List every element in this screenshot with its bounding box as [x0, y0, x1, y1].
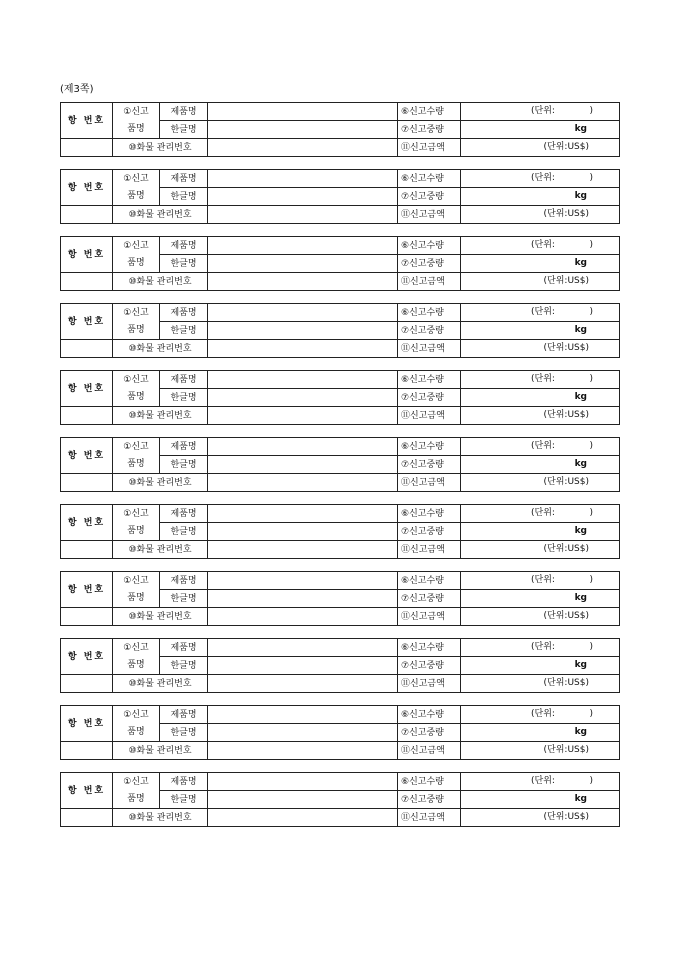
quantity-unit-close: ) — [589, 441, 593, 451]
item-block — [60, 638, 620, 693]
quantity-unit-close: ) — [589, 575, 593, 585]
product-name-label: 제품명 — [160, 371, 208, 389]
product-name-field[interactable] — [208, 572, 398, 590]
declared-item-label: ①신고 — [113, 572, 160, 590]
page-number-label: (제3쪽) — [60, 84, 94, 95]
amount-unit-usd: (단위:US$) — [543, 477, 589, 487]
hang-number-field[interactable] — [61, 742, 113, 760]
cargo-management-number-label: ⑩화물 관리번호 — [113, 340, 208, 358]
hang-number-field[interactable] — [61, 675, 113, 693]
item-block — [60, 772, 620, 827]
declared-quantity-field[interactable] — [461, 706, 620, 724]
declared-amount-label: ⑪신고금액 — [398, 206, 461, 224]
quantity-unit-close: ) — [589, 508, 593, 518]
cargo-management-number-label: ⑩화물 관리번호 — [113, 139, 208, 157]
declared-amount-label: ⑪신고금액 — [398, 608, 461, 626]
declared-amount-field[interactable] — [461, 206, 620, 224]
quantity-unit-open: (단위: — [531, 240, 555, 250]
declared-amount-field[interactable] — [461, 474, 620, 492]
declared-weight-field[interactable] — [461, 791, 620, 809]
cargo-management-number-field[interactable] — [208, 206, 398, 224]
cargo-management-number-label: ⑩화물 관리번호 — [113, 206, 208, 224]
declared-weight-label: ⑦신고중량 — [398, 255, 461, 273]
product-name-field[interactable] — [208, 505, 398, 523]
cargo-management-number-field[interactable] — [208, 675, 398, 693]
declared-weight-label: ⑦신고중량 — [398, 188, 461, 206]
cargo-management-number-field[interactable] — [208, 809, 398, 827]
declared-quantity-field[interactable] — [461, 237, 620, 255]
item-block — [60, 571, 620, 626]
item-block — [60, 437, 620, 492]
declared-item-label: ①신고 — [113, 438, 160, 456]
product-name-label: 제품명 — [160, 304, 208, 322]
hang-number-label: 항 번호 — [61, 170, 113, 206]
declared-amount-field[interactable] — [461, 139, 620, 157]
hang-number-field[interactable] — [61, 541, 113, 559]
product-name-field[interactable] — [208, 304, 398, 322]
declared-amount-field[interactable] — [461, 407, 620, 425]
product-name-label: 제품명 — [160, 572, 208, 590]
hang-number-label: 항 번호 — [61, 505, 113, 541]
product-name-label: 제품명 — [160, 438, 208, 456]
quantity-unit-open: (단위: — [531, 441, 555, 451]
declared-weight-label: ⑦신고중량 — [398, 456, 461, 474]
korean-name-label: 한글명 — [160, 456, 208, 474]
korean-name-field[interactable] — [208, 322, 398, 340]
quantity-unit-close: ) — [589, 709, 593, 719]
product-name-field[interactable] — [208, 103, 398, 121]
hang-number-label: 항 번호 — [61, 572, 113, 608]
amount-unit-usd: (단위:US$) — [543, 812, 589, 822]
hang-number-field[interactable] — [61, 474, 113, 492]
weight-unit-kg: kg — [574, 459, 587, 469]
declared-item-label: ①신고 — [113, 773, 160, 791]
declared-amount-label: ⑪신고금액 — [398, 139, 461, 157]
declared-quantity-label: ⑥신고수량 — [398, 505, 461, 523]
korean-name-label: 한글명 — [160, 523, 208, 541]
declared-quantity-field[interactable] — [461, 639, 620, 657]
product-name-label: 제품명 — [160, 706, 208, 724]
cargo-management-number-field[interactable] — [208, 474, 398, 492]
quantity-unit-open: (단위: — [531, 508, 555, 518]
cargo-management-number-label: ⑩화물 관리번호 — [113, 273, 208, 291]
declared-weight-field[interactable] — [461, 657, 620, 675]
hang-number-field[interactable] — [61, 139, 113, 157]
amount-unit-usd: (단위:US$) — [543, 544, 589, 554]
declared-weight-field[interactable] — [461, 121, 620, 139]
declared-quantity-field[interactable] — [461, 103, 620, 121]
cargo-management-number-label: ⑩화물 관리번호 — [113, 407, 208, 425]
amount-unit-usd: (단위:US$) — [543, 142, 589, 152]
quantity-unit-close: ) — [589, 173, 593, 183]
korean-name-field[interactable] — [208, 724, 398, 742]
item-block — [60, 504, 620, 559]
product-name-field[interactable] — [208, 773, 398, 791]
korean-name-label: 한글명 — [160, 188, 208, 206]
korean-name-field[interactable] — [208, 456, 398, 474]
quantity-unit-close: ) — [589, 307, 593, 317]
product-name-label: 제품명 — [160, 170, 208, 188]
declared-quantity-label: ⑥신고수량 — [398, 438, 461, 456]
quantity-unit-open: (단위: — [531, 374, 555, 384]
quantity-unit-close: ) — [589, 776, 593, 786]
korean-name-field[interactable] — [208, 121, 398, 139]
declared-item-label-2: 품명 — [113, 188, 160, 206]
item-block — [60, 169, 620, 224]
declared-amount-field[interactable] — [461, 742, 620, 760]
amount-unit-usd: (단위:US$) — [543, 276, 589, 286]
declared-quantity-field[interactable] — [461, 304, 620, 322]
declared-amount-label: ⑪신고금액 — [398, 541, 461, 559]
declared-item-label: ①신고 — [113, 706, 160, 724]
korean-name-label: 한글명 — [160, 791, 208, 809]
cargo-management-number-field[interactable] — [208, 273, 398, 291]
korean-name-field[interactable] — [208, 523, 398, 541]
declared-weight-label: ⑦신고중량 — [398, 657, 461, 675]
declared-item-label-2: 품명 — [113, 523, 160, 541]
declared-item-label: ①신고 — [113, 304, 160, 322]
declared-quantity-label: ⑥신고수량 — [398, 572, 461, 590]
declared-item-label-2: 품명 — [113, 121, 160, 139]
declared-weight-label: ⑦신고중량 — [398, 389, 461, 407]
product-name-field[interactable] — [208, 371, 398, 389]
product-name-field[interactable] — [208, 706, 398, 724]
product-name-field[interactable] — [208, 438, 398, 456]
declared-quantity-label: ⑥신고수량 — [398, 773, 461, 791]
amount-unit-usd: (단위:US$) — [543, 745, 589, 755]
quantity-unit-open: (단위: — [531, 642, 555, 652]
declared-item-label-2: 품명 — [113, 456, 160, 474]
declared-weight-label: ⑦신고중량 — [398, 590, 461, 608]
quantity-unit-open: (단위: — [531, 173, 555, 183]
declared-item-label-2: 품명 — [113, 389, 160, 407]
declared-item-label: ①신고 — [113, 505, 160, 523]
declared-weight-label: ⑦신고중량 — [398, 791, 461, 809]
declared-item-label: ①신고 — [113, 103, 160, 121]
declared-amount-label: ⑪신고금액 — [398, 675, 461, 693]
declared-weight-label: ⑦신고중량 — [398, 121, 461, 139]
cargo-management-number-field[interactable] — [208, 340, 398, 358]
amount-unit-usd: (단위:US$) — [543, 410, 589, 420]
item-blocks — [60, 102, 619, 839]
declared-quantity-label: ⑥신고수량 — [398, 170, 461, 188]
declared-quantity-field[interactable] — [461, 505, 620, 523]
cargo-management-number-label: ⑩화물 관리번호 — [113, 474, 208, 492]
cargo-management-number-field[interactable] — [208, 608, 398, 626]
declared-quantity-label: ⑥신고수량 — [398, 371, 461, 389]
hang-number-label: 항 번호 — [61, 639, 113, 675]
quantity-unit-open: (단위: — [531, 776, 555, 786]
hang-number-label: 항 번호 — [61, 706, 113, 742]
cargo-management-number-field[interactable] — [208, 742, 398, 760]
korean-name-label: 한글명 — [160, 121, 208, 139]
quantity-unit-close: ) — [589, 374, 593, 384]
declared-amount-label: ⑪신고금액 — [398, 407, 461, 425]
item-block — [60, 236, 620, 291]
product-name-label: 제품명 — [160, 103, 208, 121]
declared-weight-label: ⑦신고중량 — [398, 724, 461, 742]
declared-item-label: ①신고 — [113, 237, 160, 255]
declared-quantity-label: ⑥신고수량 — [398, 706, 461, 724]
product-name-label: 제품명 — [160, 237, 208, 255]
hang-number-field[interactable] — [61, 273, 113, 291]
product-name-field[interactable] — [208, 639, 398, 657]
cargo-management-number-field[interactable] — [208, 139, 398, 157]
korean-name-field[interactable] — [208, 188, 398, 206]
cargo-management-number-label: ⑩화물 관리번호 — [113, 541, 208, 559]
weight-unit-kg: kg — [574, 325, 587, 335]
hang-number-field[interactable] — [61, 407, 113, 425]
declared-amount-label: ⑪신고금액 — [398, 340, 461, 358]
amount-unit-usd: (단위:US$) — [543, 678, 589, 688]
hang-number-label: 항 번호 — [61, 103, 113, 139]
korean-name-field[interactable] — [208, 389, 398, 407]
declared-weight-field[interactable] — [461, 188, 620, 206]
quantity-unit-open: (단위: — [531, 575, 555, 585]
declared-weight-field[interactable] — [461, 523, 620, 541]
declared-weight-field[interactable] — [461, 389, 620, 407]
hang-number-field[interactable] — [61, 809, 113, 827]
declared-weight-field[interactable] — [461, 322, 620, 340]
amount-unit-usd: (단위:US$) — [543, 343, 589, 353]
declared-quantity-field[interactable] — [461, 572, 620, 590]
cargo-management-number-field[interactable] — [208, 407, 398, 425]
declared-weight-field[interactable] — [461, 590, 620, 608]
weight-unit-kg: kg — [574, 258, 587, 268]
item-block — [60, 705, 620, 760]
hang-number-label: 항 번호 — [61, 237, 113, 273]
declared-amount-field[interactable] — [461, 340, 620, 358]
product-name-label: 제품명 — [160, 505, 208, 523]
declared-weight-label: ⑦신고중량 — [398, 322, 461, 340]
declared-quantity-label: ⑥신고수량 — [398, 237, 461, 255]
korean-name-label: 한글명 — [160, 657, 208, 675]
item-block — [60, 370, 620, 425]
declared-item-label-2: 품명 — [113, 657, 160, 675]
declared-amount-label: ⑪신고금액 — [398, 809, 461, 827]
declared-quantity-label: ⑥신고수량 — [398, 639, 461, 657]
declared-amount-field[interactable] — [461, 675, 620, 693]
korean-name-field[interactable] — [208, 255, 398, 273]
weight-unit-kg: kg — [574, 794, 587, 804]
quantity-unit-close: ) — [589, 240, 593, 250]
declared-item-label-2: 품명 — [113, 791, 160, 809]
weight-unit-kg: kg — [574, 593, 587, 603]
weight-unit-kg: kg — [574, 727, 587, 737]
cargo-management-number-label: ⑩화물 관리번호 — [113, 675, 208, 693]
product-name-field[interactable] — [208, 170, 398, 188]
declared-weight-field[interactable] — [461, 456, 620, 474]
hang-number-label: 항 번호 — [61, 773, 113, 809]
quantity-unit-open: (단위: — [531, 307, 555, 317]
declared-amount-field[interactable] — [461, 273, 620, 291]
declared-item-label: ①신고 — [113, 170, 160, 188]
declared-quantity-field[interactable] — [461, 438, 620, 456]
product-name-label: 제품명 — [160, 639, 208, 657]
declared-amount-field[interactable] — [461, 541, 620, 559]
hang-number-label: 항 번호 — [61, 371, 113, 407]
korean-name-label: 한글명 — [160, 590, 208, 608]
declared-item-label: ①신고 — [113, 639, 160, 657]
declared-quantity-label: ⑥신고수량 — [398, 103, 461, 121]
cargo-management-number-label: ⑩화물 관리번호 — [113, 742, 208, 760]
item-block — [60, 102, 620, 157]
declared-quantity-label: ⑥신고수량 — [398, 304, 461, 322]
korean-name-field[interactable] — [208, 791, 398, 809]
hang-number-field[interactable] — [61, 206, 113, 224]
declared-weight-field[interactable] — [461, 255, 620, 273]
declared-item-label-2: 품명 — [113, 255, 160, 273]
weight-unit-kg: kg — [574, 124, 587, 134]
korean-name-label: 한글명 — [160, 389, 208, 407]
korean-name-label: 한글명 — [160, 255, 208, 273]
declared-quantity-field[interactable] — [461, 773, 620, 791]
declared-item-label-2: 품명 — [113, 724, 160, 742]
declared-amount-label: ⑪신고금액 — [398, 742, 461, 760]
korean-name-label: 한글명 — [160, 724, 208, 742]
weight-unit-kg: kg — [574, 392, 587, 402]
korean-name-label: 한글명 — [160, 322, 208, 340]
declared-item-label: ①신고 — [113, 371, 160, 389]
cargo-management-number-label: ⑩화물 관리번호 — [113, 809, 208, 827]
amount-unit-usd: (단위:US$) — [543, 611, 589, 621]
declared-weight-label: ⑦신고중량 — [398, 523, 461, 541]
amount-unit-usd: (단위:US$) — [543, 209, 589, 219]
weight-unit-kg: kg — [574, 526, 587, 536]
declared-item-label-2: 품명 — [113, 322, 160, 340]
hang-number-field[interactable] — [61, 608, 113, 626]
korean-name-field[interactable] — [208, 657, 398, 675]
declared-quantity-field[interactable] — [461, 170, 620, 188]
declared-item-label-2: 품명 — [113, 590, 160, 608]
quantity-unit-close: ) — [589, 106, 593, 116]
korean-name-field[interactable] — [208, 590, 398, 608]
hang-number-label: 항 번호 — [61, 304, 113, 340]
declared-quantity-field[interactable] — [461, 371, 620, 389]
item-block — [60, 303, 620, 358]
cargo-management-number-label: ⑩화물 관리번호 — [113, 608, 208, 626]
declared-amount-label: ⑪신고금액 — [398, 273, 461, 291]
product-name-field[interactable] — [208, 237, 398, 255]
hang-number-label: 항 번호 — [61, 438, 113, 474]
hang-number-field[interactable] — [61, 340, 113, 358]
product-name-label: 제품명 — [160, 773, 208, 791]
weight-unit-kg: kg — [574, 191, 587, 201]
quantity-unit-open: (단위: — [531, 106, 555, 116]
quantity-unit-open: (단위: — [531, 709, 555, 719]
declared-amount-field[interactable] — [461, 608, 620, 626]
declared-amount-label: ⑪신고금액 — [398, 474, 461, 492]
declared-weight-field[interactable] — [461, 724, 620, 742]
declared-amount-field[interactable] — [461, 809, 620, 827]
cargo-management-number-field[interactable] — [208, 541, 398, 559]
quantity-unit-close: ) — [589, 642, 593, 652]
weight-unit-kg: kg — [574, 660, 587, 670]
